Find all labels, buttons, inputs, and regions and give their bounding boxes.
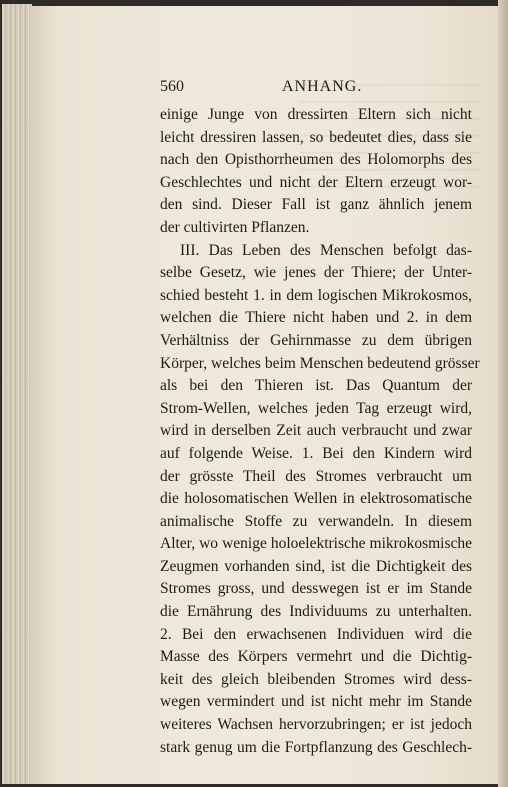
text-line: III. Das Leben des Menschen befolgt das- <box>180 241 472 259</box>
text-line: stark genug um die Fortpflanzung des Geschlech- <box>160 738 472 756</box>
text-line: Geschlechtes und nicht der Eltern erzeugt wor- <box>160 173 472 191</box>
body-text <box>160 104 480 759</box>
paragraph-1 <box>160 104 472 240</box>
text-line: Zeugmen vorhanden sind, ist die Dichtigkeit des <box>160 557 472 575</box>
text-line: Stromes gross, und desswegen ist er im Stande <box>160 580 472 598</box>
text-line: weiteres Wachsen hervorzubringen; er ist jedoch <box>160 716 472 734</box>
text-line: schied besteht 1. in dem logischen Mikrokosmos, <box>160 286 472 304</box>
text-line: animalische Stoffe zu verwandeln. In diesem <box>160 512 472 530</box>
page-number: 560 <box>160 78 184 95</box>
text-line: wird in derselben Zeit auch verbraucht und zwar <box>160 422 472 440</box>
text-line: der cultivirten Pflanzen. <box>160 218 310 236</box>
paragraph-2 <box>160 240 480 760</box>
text-line: keit des gleich bleibenden Stromes wird dess- <box>160 670 472 688</box>
text-line: einige Junge von dressirten Eltern sich nicht <box>160 106 472 123</box>
text-line: Verhältniss der Gehirnmasse zu dem übrigen <box>160 331 472 349</box>
text-line: der grösste Theil des Stromes verbraucht um <box>160 467 472 485</box>
page-edge-stack <box>2 4 32 784</box>
running-head <box>160 78 472 100</box>
text-line: die holosomatischen Wellen in elektrosomatische <box>160 490 472 508</box>
text-line: Masse des Körpers vermehrt und die Dichtig- <box>160 648 472 666</box>
text-line: welchen die Thiere nicht haben und 2. in dem <box>160 309 472 327</box>
text-line: wegen vermindert und ist nicht mehr im Stande <box>160 693 472 711</box>
text-line: Alter, wo wenige holoelektrische mikrokosmische <box>160 535 472 553</box>
text-line: auf folgende Weise. 1. Bei den Kindern wird <box>160 444 472 462</box>
text-line: die Ernährung des Individuums zu unterhalten. <box>160 603 472 621</box>
right-page-edge <box>498 0 508 787</box>
text-line: leicht dressiren lassen, so bedeutet dies, dass sie <box>160 128 472 146</box>
text-line: den sind. Dieser Fall ist ganz ähnlich jenem <box>160 196 472 214</box>
text-line: Strom-Wellen, welches jeden Tag erzeugt wird, <box>160 399 472 417</box>
text-line: als bei den Thieren ist. Das Quantum der <box>160 377 472 395</box>
text-line: selbe Gesetz, wie jenes der Thiere; der Unter- <box>160 264 472 282</box>
text-line: 2. Bei den erwachsenen Individuen wird die <box>160 625 472 643</box>
text-line: nach den Opisthorrheumen des Holomorphs des <box>160 151 472 169</box>
header-title: ANHANG. <box>282 78 363 95</box>
text-line: Körper, welches beim Menschen bedeutend grösser <box>160 354 480 372</box>
